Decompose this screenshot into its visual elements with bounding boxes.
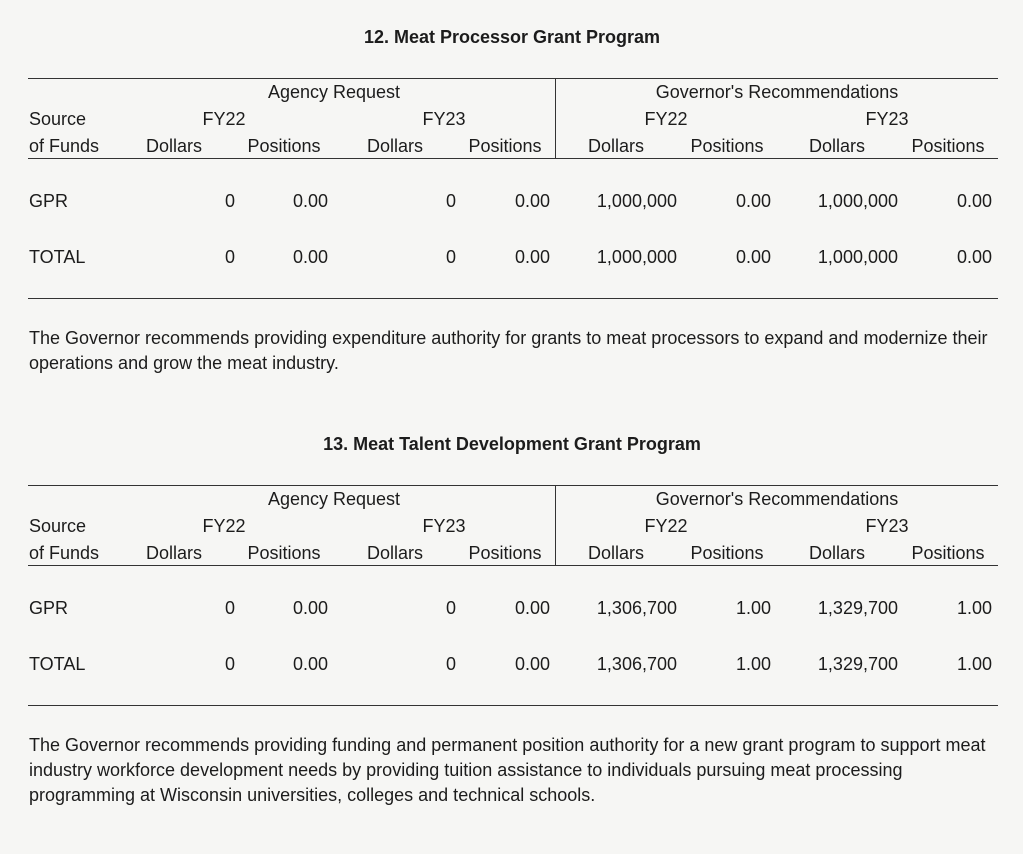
positions-cell: 1.00 bbox=[956, 598, 992, 618]
positions-cell: 0.00 bbox=[292, 654, 328, 674]
positions-cell: 0.00 bbox=[956, 247, 992, 267]
dollars-cell: 0 bbox=[224, 598, 235, 618]
positions-cell: 0.00 bbox=[514, 191, 550, 211]
budget-section bbox=[0, 407, 1023, 814]
positions-cell: 0.00 bbox=[514, 247, 550, 267]
header-gov-fy23: FY23 bbox=[865, 516, 909, 536]
row-source: TOTAL bbox=[29, 247, 86, 267]
header-of-funds: of Funds bbox=[29, 136, 100, 156]
dollars-cell: 1,000,000 bbox=[596, 247, 677, 267]
dollars-cell: 1,000,000 bbox=[817, 247, 898, 267]
header-agency-fy22: FY22 bbox=[202, 109, 246, 129]
header-gov-fy22: FY22 bbox=[644, 516, 688, 536]
header-governors-recommendations: Governor's Recommendations bbox=[655, 489, 899, 509]
dollars-cell: 0 bbox=[224, 247, 235, 267]
positions-cell: 0.00 bbox=[514, 598, 550, 618]
dollars-cell: 0 bbox=[445, 598, 456, 618]
header-of-funds: of Funds bbox=[29, 543, 100, 563]
budget-section bbox=[0, 0, 1023, 407]
dollars-cell: 1,000,000 bbox=[596, 191, 677, 211]
section-description: The Governor recommends providing expenditure authority for grants to meat processors to expand and modernize their operations and grow the meat industry. bbox=[29, 328, 988, 373]
header-gov-fy22: FY22 bbox=[644, 109, 688, 129]
header-positions: Positions bbox=[468, 543, 542, 563]
header-dollars: Dollars bbox=[366, 543, 424, 563]
header-positions: Positions bbox=[468, 136, 542, 156]
dollars-cell: 1,000,000 bbox=[817, 191, 898, 211]
header-positions: Positions bbox=[911, 543, 985, 563]
dollars-cell: 0 bbox=[445, 247, 456, 267]
header-dollars: Dollars bbox=[587, 543, 645, 563]
header-agency-fy23: FY23 bbox=[422, 109, 466, 129]
table-top-rule bbox=[28, 78, 998, 79]
positions-cell: 0.00 bbox=[956, 191, 992, 211]
header-dollars: Dollars bbox=[145, 543, 203, 563]
positions-cell: 1.00 bbox=[735, 654, 771, 674]
dollars-cell: 0 bbox=[445, 654, 456, 674]
positions-cell: 0.00 bbox=[292, 247, 328, 267]
header-governors-recommendations: Governor's Recommendations bbox=[655, 82, 899, 102]
row-source: GPR bbox=[29, 598, 69, 618]
header-positions: Positions bbox=[247, 543, 321, 563]
positions-cell: 0.00 bbox=[735, 247, 771, 267]
column-divider bbox=[555, 485, 556, 565]
table-top-rule bbox=[28, 485, 998, 486]
header-positions: Positions bbox=[690, 543, 764, 563]
header-dollars: Dollars bbox=[587, 136, 645, 156]
section-title: 13. Meat Talent Development Grant Program bbox=[323, 434, 701, 454]
header-positions: Positions bbox=[247, 136, 321, 156]
dollars-cell: 1,306,700 bbox=[596, 654, 677, 674]
table-bottom-rule bbox=[28, 298, 998, 299]
dollars-cell: 1,329,700 bbox=[817, 654, 898, 674]
positions-cell: 0.00 bbox=[735, 191, 771, 211]
header-agency-request: Agency Request bbox=[267, 489, 401, 509]
dollars-cell: 0 bbox=[224, 654, 235, 674]
header-rule bbox=[28, 565, 998, 566]
row-source: TOTAL bbox=[29, 654, 86, 674]
header-agency-fy23: FY23 bbox=[422, 516, 466, 536]
header-positions: Positions bbox=[690, 136, 764, 156]
positions-cell: 1.00 bbox=[956, 654, 992, 674]
positions-cell: 0.00 bbox=[292, 598, 328, 618]
section-title: 12. Meat Processor Grant Program bbox=[363, 27, 661, 47]
header-gov-fy23: FY23 bbox=[865, 109, 909, 129]
dollars-cell: 0 bbox=[224, 191, 235, 211]
positions-cell: 1.00 bbox=[735, 598, 771, 618]
dollars-cell: 1,329,700 bbox=[817, 598, 898, 618]
header-dollars: Dollars bbox=[366, 136, 424, 156]
section-description: The Governor recommends providing funding and permanent position authority for a new grant program to support meat industry workforce development needs by providing tuition assistance to individuals pursuing meat processing programming at Wisconsin universities, colleges and technical schools. bbox=[29, 735, 986, 805]
header-dollars: Dollars bbox=[808, 136, 866, 156]
row-source: GPR bbox=[29, 191, 69, 211]
header-agency-fy22: FY22 bbox=[202, 516, 246, 536]
positions-cell: 0.00 bbox=[292, 191, 328, 211]
header-dollars: Dollars bbox=[808, 543, 866, 563]
header-source: Source bbox=[29, 516, 87, 536]
header-dollars: Dollars bbox=[145, 136, 203, 156]
header-rule bbox=[28, 158, 998, 159]
header-positions: Positions bbox=[911, 136, 985, 156]
dollars-cell: 0 bbox=[445, 191, 456, 211]
header-source: Source bbox=[29, 109, 87, 129]
header-agency-request: Agency Request bbox=[267, 82, 401, 102]
positions-cell: 0.00 bbox=[514, 654, 550, 674]
dollars-cell: 1,306,700 bbox=[596, 598, 677, 618]
table-bottom-rule bbox=[28, 705, 998, 706]
column-divider bbox=[555, 78, 556, 158]
